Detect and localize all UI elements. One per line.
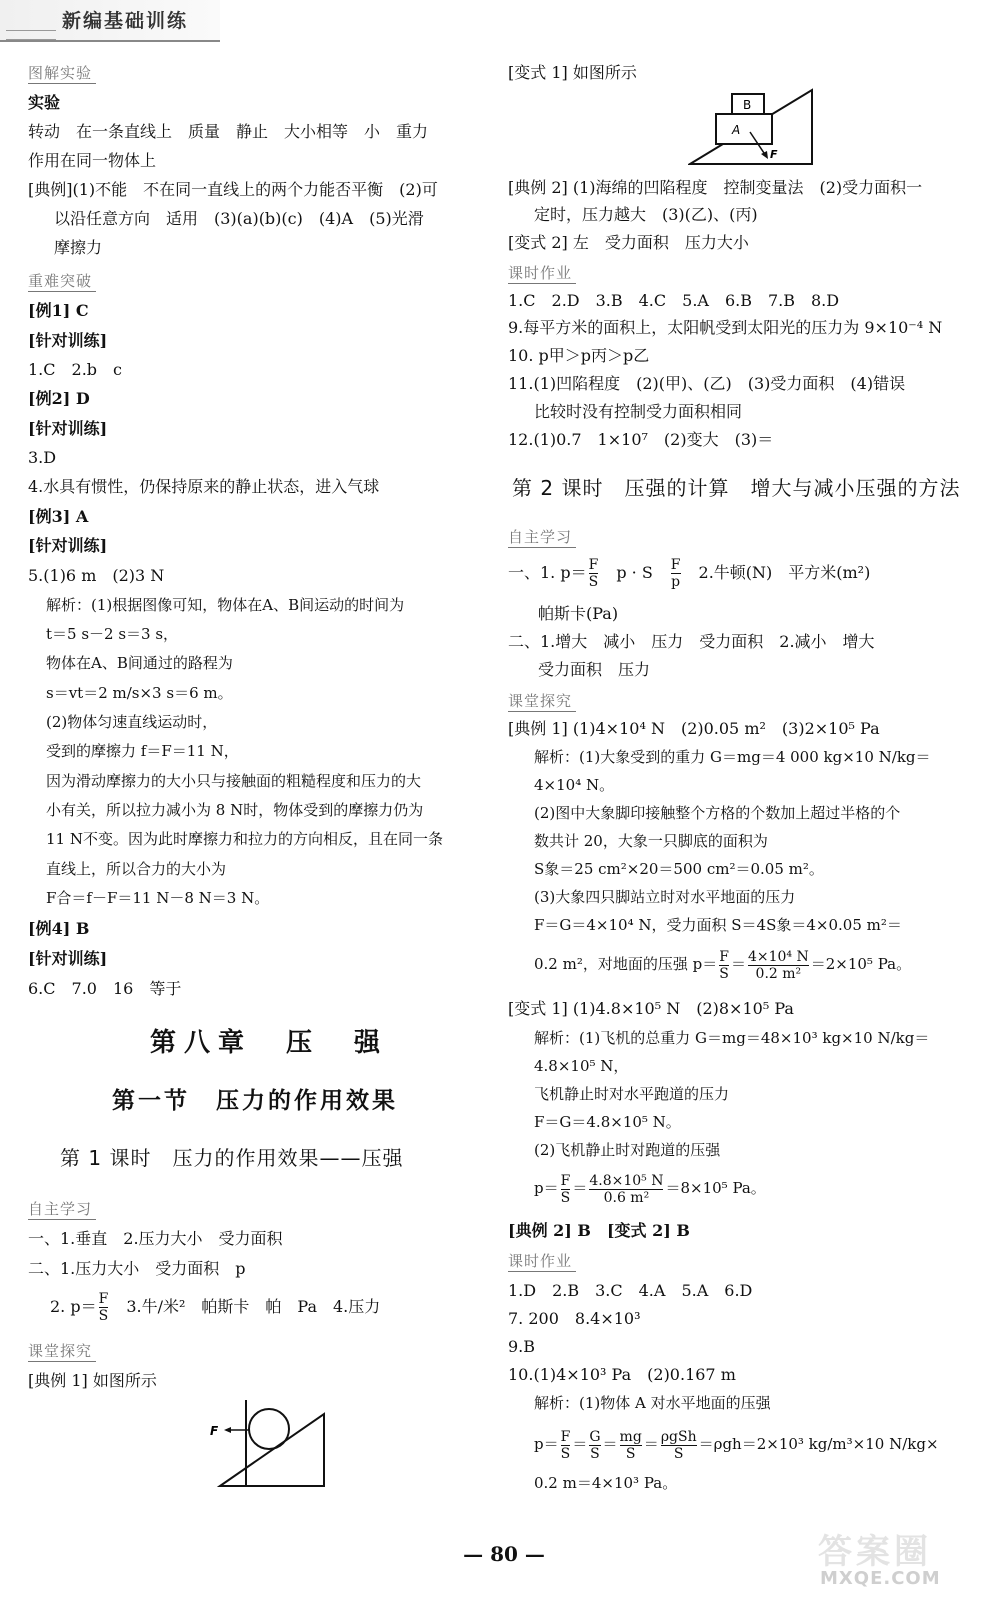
text-line: 因为滑动摩擦力的大小只与接触面的粗糙程度和压力的大 xyxy=(46,772,422,790)
text-line: 3.D xyxy=(28,448,57,467)
label-b: B xyxy=(743,98,752,112)
running-header xyxy=(0,0,240,44)
text-line: 二、1.压力大小 受力面积 p xyxy=(28,1259,246,1278)
watermark-text: 答案圈 xyxy=(818,1532,932,1572)
fraction xyxy=(589,1173,663,1206)
text-line: 一、1.垂直 2.压力大小 受力面积 xyxy=(28,1229,283,1248)
fraction xyxy=(620,1429,642,1462)
text-line: [典例 2] B [变式 2] B xyxy=(508,1221,690,1240)
lesson-title: 第 2 课时 压强的计算 增大与减小压强的方法 xyxy=(512,476,961,500)
formula-line xyxy=(534,944,911,984)
text-span: 3.牛/米² 帕斯卡 帕 Pa 4.压力 xyxy=(110,1297,381,1316)
label-a: A xyxy=(732,123,741,137)
text-line: 帕斯卡(Pa) xyxy=(538,604,619,623)
text-line: (2)图中大象脚印接触整个方格的个数加上超过半格的个 xyxy=(534,804,901,822)
header-ornament xyxy=(6,30,56,40)
text-line: F合＝f－F＝11 N－8 N＝3 N。 xyxy=(46,889,270,907)
section-title: 第一节 压力的作用效果 xyxy=(112,1087,398,1114)
numerator: F xyxy=(588,557,599,573)
denominator: p xyxy=(671,574,681,590)
text-line: 摩擦力 xyxy=(54,238,103,257)
text-line: 11 N不变。因为此时摩擦力和拉力的方向相反，且在同一条 xyxy=(46,830,443,848)
text-line: S象＝25 cm²×20＝500 cm²＝0.05 m²。 xyxy=(534,860,824,878)
denominator: S xyxy=(588,574,599,590)
text-line: 1.C 2.D 3.B 4.C 5.A 6.B 7.B 8.D xyxy=(508,291,840,310)
text-line: 9.每平方米的面积上，太阳帆受到太阳光的压力为 9×10⁻⁴ N xyxy=(508,318,943,337)
text-line: 飞机静止时对水平跑道的压力 xyxy=(534,1085,730,1103)
text-line: t＝5 s－2 s＝3 s， xyxy=(46,625,179,643)
text-line: (3)大象四只脚站立时对水平地面的压力 xyxy=(534,888,796,906)
section-label-experiment: 图解实验 xyxy=(28,62,96,84)
denominator: S xyxy=(560,1189,571,1206)
text-line: 比较时没有控制受力面积相同 xyxy=(534,402,743,421)
denominator: S xyxy=(719,965,729,982)
denominator: S xyxy=(590,1445,600,1462)
text-line: [典例 2] (1)海绵的凹陷程度 控制变量法 (2)受力面积一 xyxy=(508,178,923,197)
section-label-key-points: 重难突破 xyxy=(28,270,96,292)
text-line: 作用在同一物体上 xyxy=(28,151,157,170)
fraction xyxy=(671,557,681,590)
text-line: [针对训练] xyxy=(28,331,108,350)
section-label-homework: 课时作业 xyxy=(508,1250,576,1272)
chapter-title: 第八章 压 强 xyxy=(150,1028,389,1058)
denominator: S xyxy=(98,1308,109,1324)
text-line: 4×10⁴ N。 xyxy=(534,776,615,794)
text-line: [典例 1] 如图所示 xyxy=(28,1371,157,1390)
text-line: 实验 xyxy=(28,93,61,112)
text-line: 10. p甲＞p丙＞p乙 xyxy=(508,346,650,365)
text-line: 4.水具有惯性，仍保持原来的静止状态，进入气球 xyxy=(28,477,380,496)
text-line: 转动 在一条直线上 质量 静止 大小相等 小 重力 xyxy=(28,122,429,141)
block-a xyxy=(716,114,772,144)
text-line: [变式 1] 如图所示 xyxy=(508,63,637,82)
formula-line xyxy=(508,556,870,590)
section-label-homework: 课时作业 xyxy=(508,262,576,284)
text-line: 解析：(1)飞机的总重力 G＝mg＝48×10³ kg×10 N/kg＝ xyxy=(534,1029,930,1047)
text-line: (2)飞机静止时对跑道的压强 xyxy=(534,1141,721,1159)
text-line: 0.2 m＝4×10³ Pa。 xyxy=(534,1474,678,1492)
text-span: ＝ xyxy=(730,955,746,973)
text-line: 受力面积 压力 xyxy=(538,660,651,679)
numerator: 4×10⁴ N xyxy=(747,948,809,965)
text-line: 6.C 7.0 16 等于 xyxy=(28,979,182,998)
text-line: F＝G＝4×10⁴ N，受力面积 S＝4S象＝4×0.05 m²＝ xyxy=(534,916,902,934)
text-line: [针对训练] xyxy=(28,419,108,438)
text-line: 定时，压力越大 (3)(乙)、(丙) xyxy=(534,205,758,224)
fraction xyxy=(561,1173,571,1206)
text-span: ＝ xyxy=(572,1179,588,1197)
denominator: 0.6 m² xyxy=(603,1189,650,1206)
formula-line xyxy=(534,1168,766,1208)
numerator: 4.8×10⁵ N xyxy=(589,1172,664,1189)
text-span: 0.2 m²，对地面的压强 p＝ xyxy=(534,955,718,973)
text-line: [例4] B xyxy=(28,919,90,938)
fraction xyxy=(561,1429,571,1462)
text-line: 以沿任意方向 适用 (3)(a)(b)(c) (4)A (5)光滑 xyxy=(54,209,424,228)
text-line: 11.(1)凹陷程度 (2)(甲)、(乙) (3)受力面积 (4)错误 xyxy=(508,374,906,393)
numerator: G xyxy=(589,1428,601,1445)
text-span: 2. p＝ xyxy=(50,1297,97,1316)
text-line: [针对训练] xyxy=(28,949,108,968)
arrow-head xyxy=(761,151,768,159)
text-line: 受到的摩擦力 f＝F＝11 N， xyxy=(46,742,239,760)
text-line: 9.B xyxy=(508,1337,536,1356)
section-label-self-study: 自主学习 xyxy=(508,526,576,548)
section-label-self-study: 自主学习 xyxy=(28,1198,96,1220)
denominator: 0.2 m² xyxy=(755,965,802,982)
text-line: [例1] C xyxy=(28,301,89,320)
numerator: F xyxy=(670,557,681,573)
watermark-url: MXQE.COM xyxy=(820,1568,941,1589)
text-span: 一、1. p＝ xyxy=(508,563,587,582)
text-line: 1.D 2.B 3.C 4.A 5.A 6.D xyxy=(508,1281,753,1300)
fraction xyxy=(748,949,809,982)
incline-ball-diagram xyxy=(206,1396,366,1492)
text-line: 解析：(1)大象受到的重力 G＝mg＝4 000 kg×10 N/kg＝ xyxy=(534,748,931,766)
text-span: ＝ρgh＝2×10³ kg/m³×10 N/kg× xyxy=(698,1435,939,1453)
text-line: 4.8×10⁵ N， xyxy=(534,1057,629,1075)
force-label: F xyxy=(210,1424,219,1438)
text-line: 二、1.增大 减小 压力 受力面积 2.减小 增大 xyxy=(508,632,875,651)
formula-line xyxy=(50,1290,380,1324)
numerator: mg xyxy=(619,1428,642,1445)
force-label: F xyxy=(770,148,778,161)
denominator: S xyxy=(625,1445,636,1462)
text-line: [针对训练] xyxy=(28,536,108,555)
text-span: ＝8×10⁵ Pa。 xyxy=(665,1179,766,1197)
text-line: 数共计 20，大象一只脚底的面积为 xyxy=(534,832,768,850)
fraction xyxy=(589,557,599,590)
text-line: [典例 1] (1)4×10⁴ N (2)0.05 m² (3)2×10⁵ Pa xyxy=(508,719,880,738)
text-line: 物体在A、B间通过的路程为 xyxy=(46,654,233,672)
denominator: S xyxy=(673,1445,684,1462)
text-line: 7. 200 8.4×10³ xyxy=(508,1309,641,1328)
text-line: [变式 1] (1)4.8×10⁵ N (2)8×10⁵ Pa xyxy=(508,999,794,1018)
numerator: ρgSh xyxy=(660,1428,697,1445)
numerator: F xyxy=(560,1428,571,1445)
text-line: [例2] D xyxy=(28,389,90,408)
text-line: 解析：(1)根据图像可知，物体在A、B间运动的时间为 xyxy=(46,596,405,614)
section-label-class-inquiry: 课堂探究 xyxy=(508,690,576,712)
fraction xyxy=(589,1429,600,1462)
fraction xyxy=(719,949,729,982)
numerator: F xyxy=(560,1172,571,1189)
fraction xyxy=(99,1291,109,1324)
text-span: ＝2×10⁵ Pa。 xyxy=(810,955,912,973)
text-line: 小有关，所以拉力减小为 8 N时，物体受到的摩擦力仍为 xyxy=(46,801,424,819)
text-line: s＝vt＝2 m/s×3 s＝6 m。 xyxy=(46,684,233,702)
text-span: 2.牛顿(N) 平方米(m²) xyxy=(682,563,871,582)
watermark-logo xyxy=(808,1528,978,1594)
text-line: 5.(1)6 m (2)3 N xyxy=(28,566,165,585)
text-line: [变式 2] 左 受力面积 压力大小 xyxy=(508,233,749,252)
text-line: 解析：(1)物体 A 对水平地面的压强 xyxy=(534,1394,771,1412)
text-line: 直线上，所以合力的大小为 xyxy=(46,860,227,878)
book-title: 新编基础训练 xyxy=(62,10,189,32)
text-line: [例3] A xyxy=(28,507,89,526)
blocks-incline-diagram xyxy=(688,86,818,168)
lesson-title: 第 1 课时 压力的作用效果——压强 xyxy=(60,1146,404,1170)
text-span: p＝ xyxy=(534,1435,559,1453)
text-span: p · S xyxy=(600,563,669,582)
page-number: — 80 — xyxy=(463,1542,545,1566)
arrow-head xyxy=(224,1427,231,1433)
incline xyxy=(220,1414,324,1486)
numerator: F xyxy=(98,1291,109,1307)
denominator: S xyxy=(560,1445,571,1462)
text-line: 12.(1)0.7 1×10⁷ (2)变大 (3)＝ xyxy=(508,430,774,449)
numerator: F xyxy=(719,948,729,965)
fraction xyxy=(661,1429,697,1462)
text-line: 10.(1)4×10³ Pa (2)0.167 m xyxy=(508,1365,736,1384)
text-span: p＝ xyxy=(534,1179,559,1197)
section-label-class-inquiry: 课堂探究 xyxy=(28,1340,96,1362)
ball xyxy=(249,1409,289,1449)
text-line: 1.C 2.b c xyxy=(28,360,122,379)
text-line: [典例](1)不能 不在同一直线上的两个力能否平衡 (2)可 xyxy=(28,180,438,199)
formula-line: p＝ $\frac{F}{S}$ ＝ $\frac{G}{S}$ ＝ $\frac{mg}{S}$ ＝ $\frac{\text{ρgSh}}{S}$ ＝ρgh＝2×10³ kg/m³×10 N/kg× xyxy=(534,1428,939,1462)
text-line: (2)物体匀速直线运动时， xyxy=(46,713,218,731)
text-line: F＝G＝4.8×10⁵ N。 xyxy=(534,1113,681,1131)
